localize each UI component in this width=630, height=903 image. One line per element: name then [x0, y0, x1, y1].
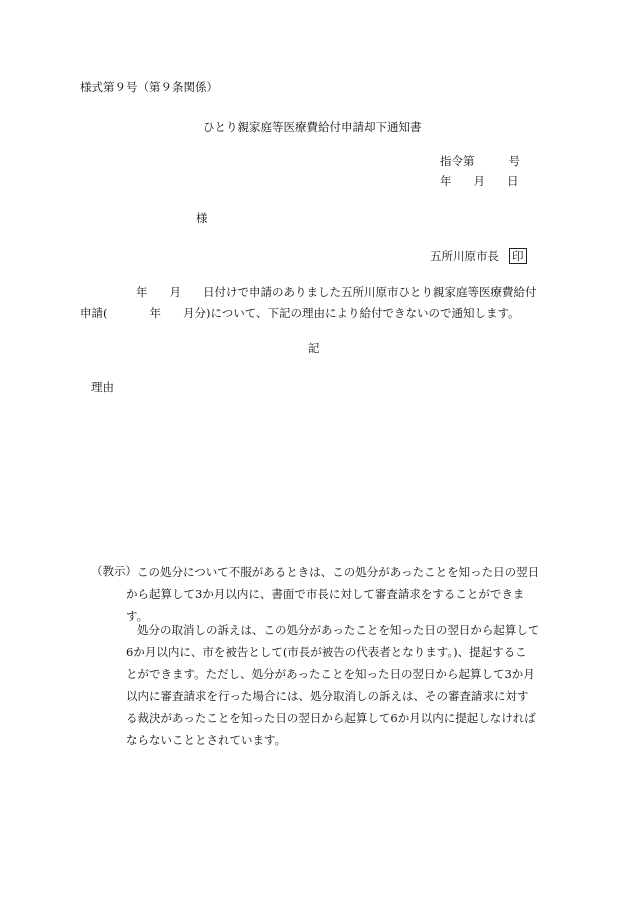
issue-date	[440, 175, 519, 189]
body-line-1	[136, 286, 537, 300]
document-title: ひとり親家庭等医療費給付申請却下通知書	[203, 120, 422, 134]
notice-p1-line-1: この処分について不服があるときは、この処分があったことを知った日の翌日	[137, 565, 540, 579]
date-month: 月	[473, 174, 485, 188]
notice-p1-line-2: から起算して3か月以内に、書面で市長に対して審査請求をすることができま	[126, 587, 525, 601]
notice-p2-line-4: 以内に審査請求を行った場合には、処分取消しの訴えは、その審査請求に対す	[126, 689, 529, 703]
seal-mark: 印	[509, 248, 527, 264]
body-line-2-year: 年	[149, 306, 161, 320]
body-year: 年	[136, 285, 148, 299]
reference-suffix: 号	[508, 154, 520, 168]
body-line-2	[80, 307, 520, 321]
notice-paragraph-2	[126, 641, 536, 751]
ki-heading: 記	[308, 341, 320, 355]
reference-prefix: 指令第	[440, 154, 475, 168]
addressee-suffix: 様	[196, 211, 208, 225]
notice-label: （教示）	[91, 564, 137, 578]
body-line-1-text: 日付けで申請のありました五所川原市ひとり親家庭等医療費給付	[203, 285, 537, 299]
notice-p2-line-3: とができます。ただし、処分があったことを知った日の翌日から起算して3か月	[126, 667, 535, 681]
notice-paragraph-1-first	[137, 561, 539, 583]
notice-p2-first	[137, 619, 539, 641]
notice-p2-line-5: る裁決があったことを知った日の翌日から起算して6か月以内に提起しなければ	[126, 711, 536, 725]
reference-number	[440, 155, 520, 169]
reason-label: 理由	[91, 380, 114, 394]
body-line-2-text: 月分)について、下記の理由により給付できないので通知します。	[183, 306, 520, 320]
body-line-2-start: 申請(	[80, 306, 108, 320]
issuer-name: 五所川原市長	[430, 249, 499, 263]
notice-p2-line-2: 6か月以内に、市を被告として(市長が被告の代表者となります。)、提起するこ	[126, 645, 527, 659]
form-label: 様式第９号（第９条関係）	[80, 80, 218, 94]
body-month: 月	[169, 285, 181, 299]
date-day: 日	[507, 174, 519, 188]
notice-p1-line-3: す。	[126, 609, 149, 623]
notice-p2-line-6: ならないこととされています。	[126, 733, 287, 747]
issuer-line	[430, 248, 527, 264]
notice-p2-line-1: 処分の取消しの訴えは、この処分があったことを知った日の翌日から起算して	[137, 623, 540, 637]
date-year: 年	[440, 174, 452, 188]
